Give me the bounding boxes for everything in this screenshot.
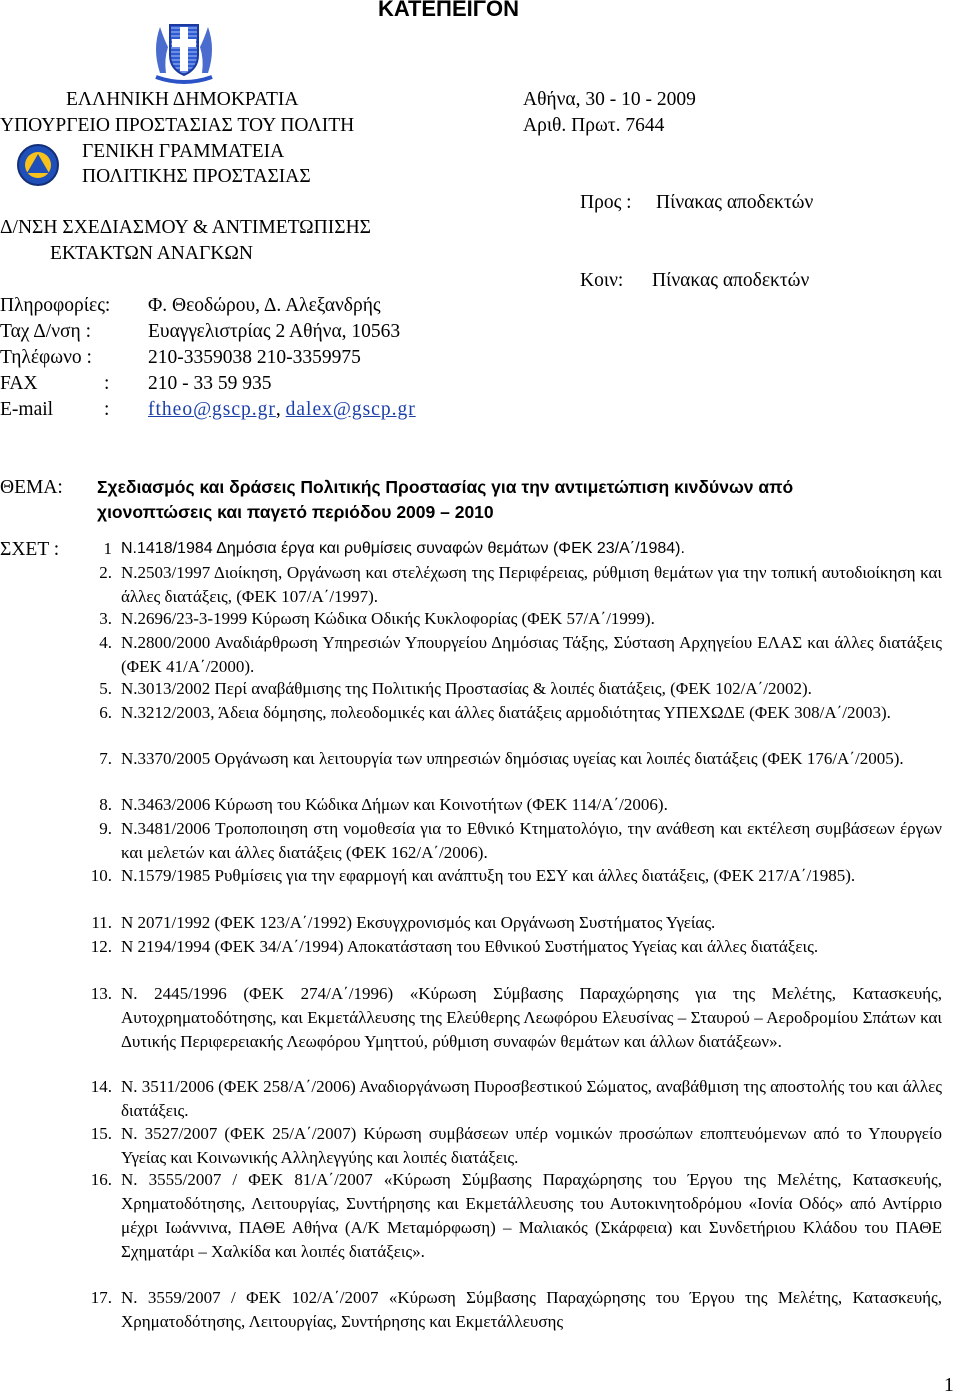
header-line-civil-protection: ΠΟΛΙΤΙΚΗΣ ΠΡΟΣΤΑΣΙΑΣ (82, 166, 311, 187)
email-links (148, 400, 416, 420)
cc-value: Πίνακας αποδεκτών (652, 270, 810, 291)
subject-label: ΘΕΜΑ: (0, 477, 63, 498)
reference-item (66, 561, 942, 609)
reference-text: Ν.2696/23-3-1999 Κύρωση Κώδικα Οδικής Κυκλοφορίας (ΦΕΚ 57/Α΄/1999). (121, 609, 655, 628)
reference-text: Ν.3463/2006 Κύρωση του Κώδικα Δήμων και Κοινοτήτων (ΦΕΚ 114/Α΄/2006). (121, 795, 668, 814)
reference-text: Ν.2503/1997 Διοίκηση, Οργάνωση και στελέχωση της Περιφέρειας, ρύθμιση θεμάτων για την τοπική αυτοδιοίκηση και άλλες διατάξεις, (ΦΕΚ 107/Α΄/1997). (121, 563, 942, 606)
reference-text: Ν. 3555/2007 / ΦΕΚ 81/Α΄/2007 «Κύρωση Σύμβασης Παραχώρησης του Έργου της Μελέτης, Κατασκευής, Χρηματοδότησης, Λειτουργίας, Συντήρησης και Εκμετάλλευσης του Αυτοκινητοδρόμου «Ιονία Οδός» από Αντίρριο μέχρι Ιωάννινα, ΠΑΘΕ Αθήνα (Α/Κ Μεταμόρφωση) – Μαλιακός (Σκάρφεια) και Συνδετήριου Κλάδου του ΠΑΘΕ Σχηματάρι – Χαλκίδα και λοιπές διατάξεις». (121, 1170, 942, 1261)
reference-number: 14. (90, 1077, 112, 1096)
reference-item (66, 935, 942, 959)
reference-text: Ν.3212/2003, Άδεια δόμησης, πολεοδομικές και άλλες διατάξεις αρμοδιότητας ΥΠΕΧΩΔΕ (ΦΕΚ 308/Α΄/2003). (121, 703, 891, 722)
reference-text: Ν.3481/2006 Τροποποιηση στη νομοθεσία για το Εθνικό Κτηματολόγιο, την ανάθεση και εκτέλεση συμβάσεων έργων και μελετών και άλλες διατάξεις (ΦΕΚ 162/Α΄/2006). (121, 819, 942, 862)
reference-text: Ν.1418/1984 Δημόσια έργα και ρυθμίσεις συναφών θεμάτων (ΦΕΚ 23/Α΄/1984). (121, 540, 685, 557)
reference-text: Ν.2800/2000 Αναδιάρθρωση Υπηρεσιών Υπουργείου Δημόσιας Τάξης, Σύσταση Αρχηγείου ΕΛΑΣ και άλλες διατάξεις (ΦΕΚ 41/Α΄/2000). (121, 633, 942, 676)
reference-item (66, 982, 942, 1054)
cc-label: Κοιν: (580, 270, 624, 291)
urgent-stamp: ΚΑΤΕΠΕΙΓΟΝ (378, 0, 519, 21)
reference-text: Ν. 3559/2007 / ΦΕΚ 102/Α΄/2007 «Κύρωση Σύμβασης Παραχώρησης του Έργου της Μελέτης, Κατασκευής, Χρηματοδότησης, Λειτουργίας, Συντήρησης και Εκμετάλλευσης (121, 1288, 942, 1331)
email-separator: , (275, 399, 281, 420)
address-label: Ταχ Δ/νση : (0, 321, 92, 342)
reference-number: 17. (90, 1288, 112, 1307)
fax-colon: : (104, 373, 110, 394)
reference-number: 16. (90, 1170, 112, 1189)
reference-number: 13. (90, 984, 112, 1003)
recipients-label: Προς : (580, 192, 632, 213)
reference-number: 12. (90, 937, 112, 956)
address-value: Ευαγγελιστρίας 2 Αθήνα, 10563 (148, 321, 401, 342)
references-label: ΣΧΕΤ : (0, 539, 60, 560)
reference-item (66, 864, 942, 888)
email-link-dalex[interactable]: dalex@gscp.gr (285, 399, 416, 420)
reference-item (66, 1122, 942, 1170)
header-line-general-secretariat: ΓΕΝΙΚΗ ΓΡΑΜΜΑΤΕΙΑ (82, 141, 285, 162)
reference-item (66, 747, 942, 771)
fax-value: 210 - 33 59 935 (148, 373, 272, 394)
reference-number: 6. (99, 703, 112, 722)
subject-line-1: Σχεδιασμός και δράσεις Πολιτικής Προστασίας για την αντιμετώπιση κινδύνων από (97, 477, 794, 497)
header-line-republic: ΕΛΛΗΝΙΚΗ ΔΗΜΟΚΡΑΤΙΑ (66, 89, 299, 110)
reference-item (66, 701, 942, 725)
reference-text: Ν 2194/1994 (ΦΕΚ 34/Α΄/1994) Αποκατάσταση του Εθνικού Συστήματος Υγείας και άλλες διατάξεις. (121, 937, 819, 956)
reference-number: 10. (90, 866, 112, 885)
reference-item (66, 911, 942, 935)
info-label: Πληροφορίες: (0, 295, 111, 316)
protocol-number: Αριθ. Πρωτ. 7644 (523, 115, 665, 136)
reference-item (66, 793, 942, 817)
reference-number: 2. (99, 563, 112, 582)
header-line-directorate: Δ/ΝΣΗ ΣΧΕΔΙΑΣΜΟΥ & ΑΝΤΙΜΕΤΩΠΙΣΗΣ (0, 217, 372, 238)
reference-item (66, 677, 942, 701)
header-line-ministry: ΥΠΟΥΡΓΕΙΟ ΠΡΟΣΤΑΣΙΑΣ ΤΟΥ ΠΟΛΙΤΗ (0, 115, 355, 136)
reference-number: 9. (99, 819, 112, 838)
header-line-emergencies: ΕΚΤΑΚΤΩΝ ΑΝΑΓΚΩΝ (50, 243, 253, 264)
document-date: Αθήνα, 30 - 10 - 2009 (523, 89, 696, 110)
greek-coat-of-arms-icon (150, 13, 218, 85)
reference-number: 5. (99, 679, 112, 698)
civil-protection-logo-icon (16, 143, 60, 187)
reference-item (66, 607, 942, 631)
reference-item (66, 537, 942, 561)
reference-item (66, 1168, 942, 1264)
reference-text: Ν.3013/2002 Περί αναβάθμισης της Πολιτικής Προστασίας & λοιπές διατάξεις, (ΦΕΚ 102/Α΄/2002). (121, 679, 812, 698)
reference-number: 1 (103, 539, 112, 558)
email-link-ftheo[interactable]: ftheo@gscp.gr (148, 399, 276, 420)
reference-number: 4. (99, 633, 112, 652)
info-value: Φ. Θεοδώρου, Δ. Αλεξανδρής (148, 295, 381, 316)
reference-number: 15. (90, 1124, 112, 1143)
reference-text: Ν. 3511/2006 (ΦΕΚ 258/Α΄/2006) Αναδιοργάνωση Πυροσβεστικού Σώματος, αναβάθμιση της αποστολής του και άλλες διατάξεις. (121, 1077, 942, 1120)
reference-number: 3. (99, 609, 112, 628)
email-label: E-mail (0, 399, 54, 420)
reference-item (66, 1075, 942, 1123)
reference-text: Ν. 3527/2007 (ΦΕΚ 25/Α΄/2007) Κύρωση συμβάσεων υπέρ νομικών προσώπων εποπτευόμενων από το Υπουργείο Υγείας και Κοινωνικής Αλληλεγγύης και λοιπές διατάξεις. (121, 1124, 942, 1167)
reference-item (66, 1286, 942, 1334)
reference-text: Ν.3370/2005 Οργάνωση και λειτουργία των υπηρεσιών δημόσιας υγείας και λοιπές διατάξεις (ΦΕΚ 176/Α΄/2005). (121, 749, 904, 768)
reference-number: 7. (99, 749, 112, 768)
email-colon: : (104, 399, 110, 420)
reference-item (66, 817, 942, 865)
phone-value: 210-3359038 210-3359975 (148, 347, 361, 368)
reference-number: 11. (91, 913, 112, 932)
page-number: 1 (944, 1375, 954, 1396)
subject-line-2: χιονοπτώσεις και παγετό περιόδου 2009 – 2010 (97, 502, 494, 522)
reference-text: Ν.1579/1985 Ρυθμίσεις για την εφαρμογή και ανάπτυξη του ΕΣΥ και άλλες διατάξεις, (ΦΕΚ 217/Α΄/1985). (121, 866, 856, 885)
fax-label: FAX (0, 373, 38, 394)
reference-text: Ν. 2445/1996 (ΦΕΚ 274/Α΄/1996) «Κύρωση Σύμβασης Παραχώρησης για της Μελέτης, Κατασκευής, Αυτοχρηματοδότησης, και Εκμετάλλευσης της Ελεύθερης Λεωφόρου Ελευσίνας – Σταυρού – Αεροδρομίου Σπάτων και Δυτικής Περιφερειακής Λεωφόρου Υμηττού, ρύθμιση συναφών θεμάτων και άλλων διατάξεων». (121, 984, 942, 1051)
reference-text: Ν 2071/1992 (ΦΕΚ 123/Α΄/1992) Εκσυγχρονισμός και Οργάνωση Συστήματος Υγείας. (121, 913, 716, 932)
recipients-value: Πίνακας αποδεκτών (656, 192, 814, 213)
phone-label: Τηλέφωνο : (0, 347, 92, 368)
reference-number: 8. (99, 795, 112, 814)
reference-item (66, 631, 942, 679)
